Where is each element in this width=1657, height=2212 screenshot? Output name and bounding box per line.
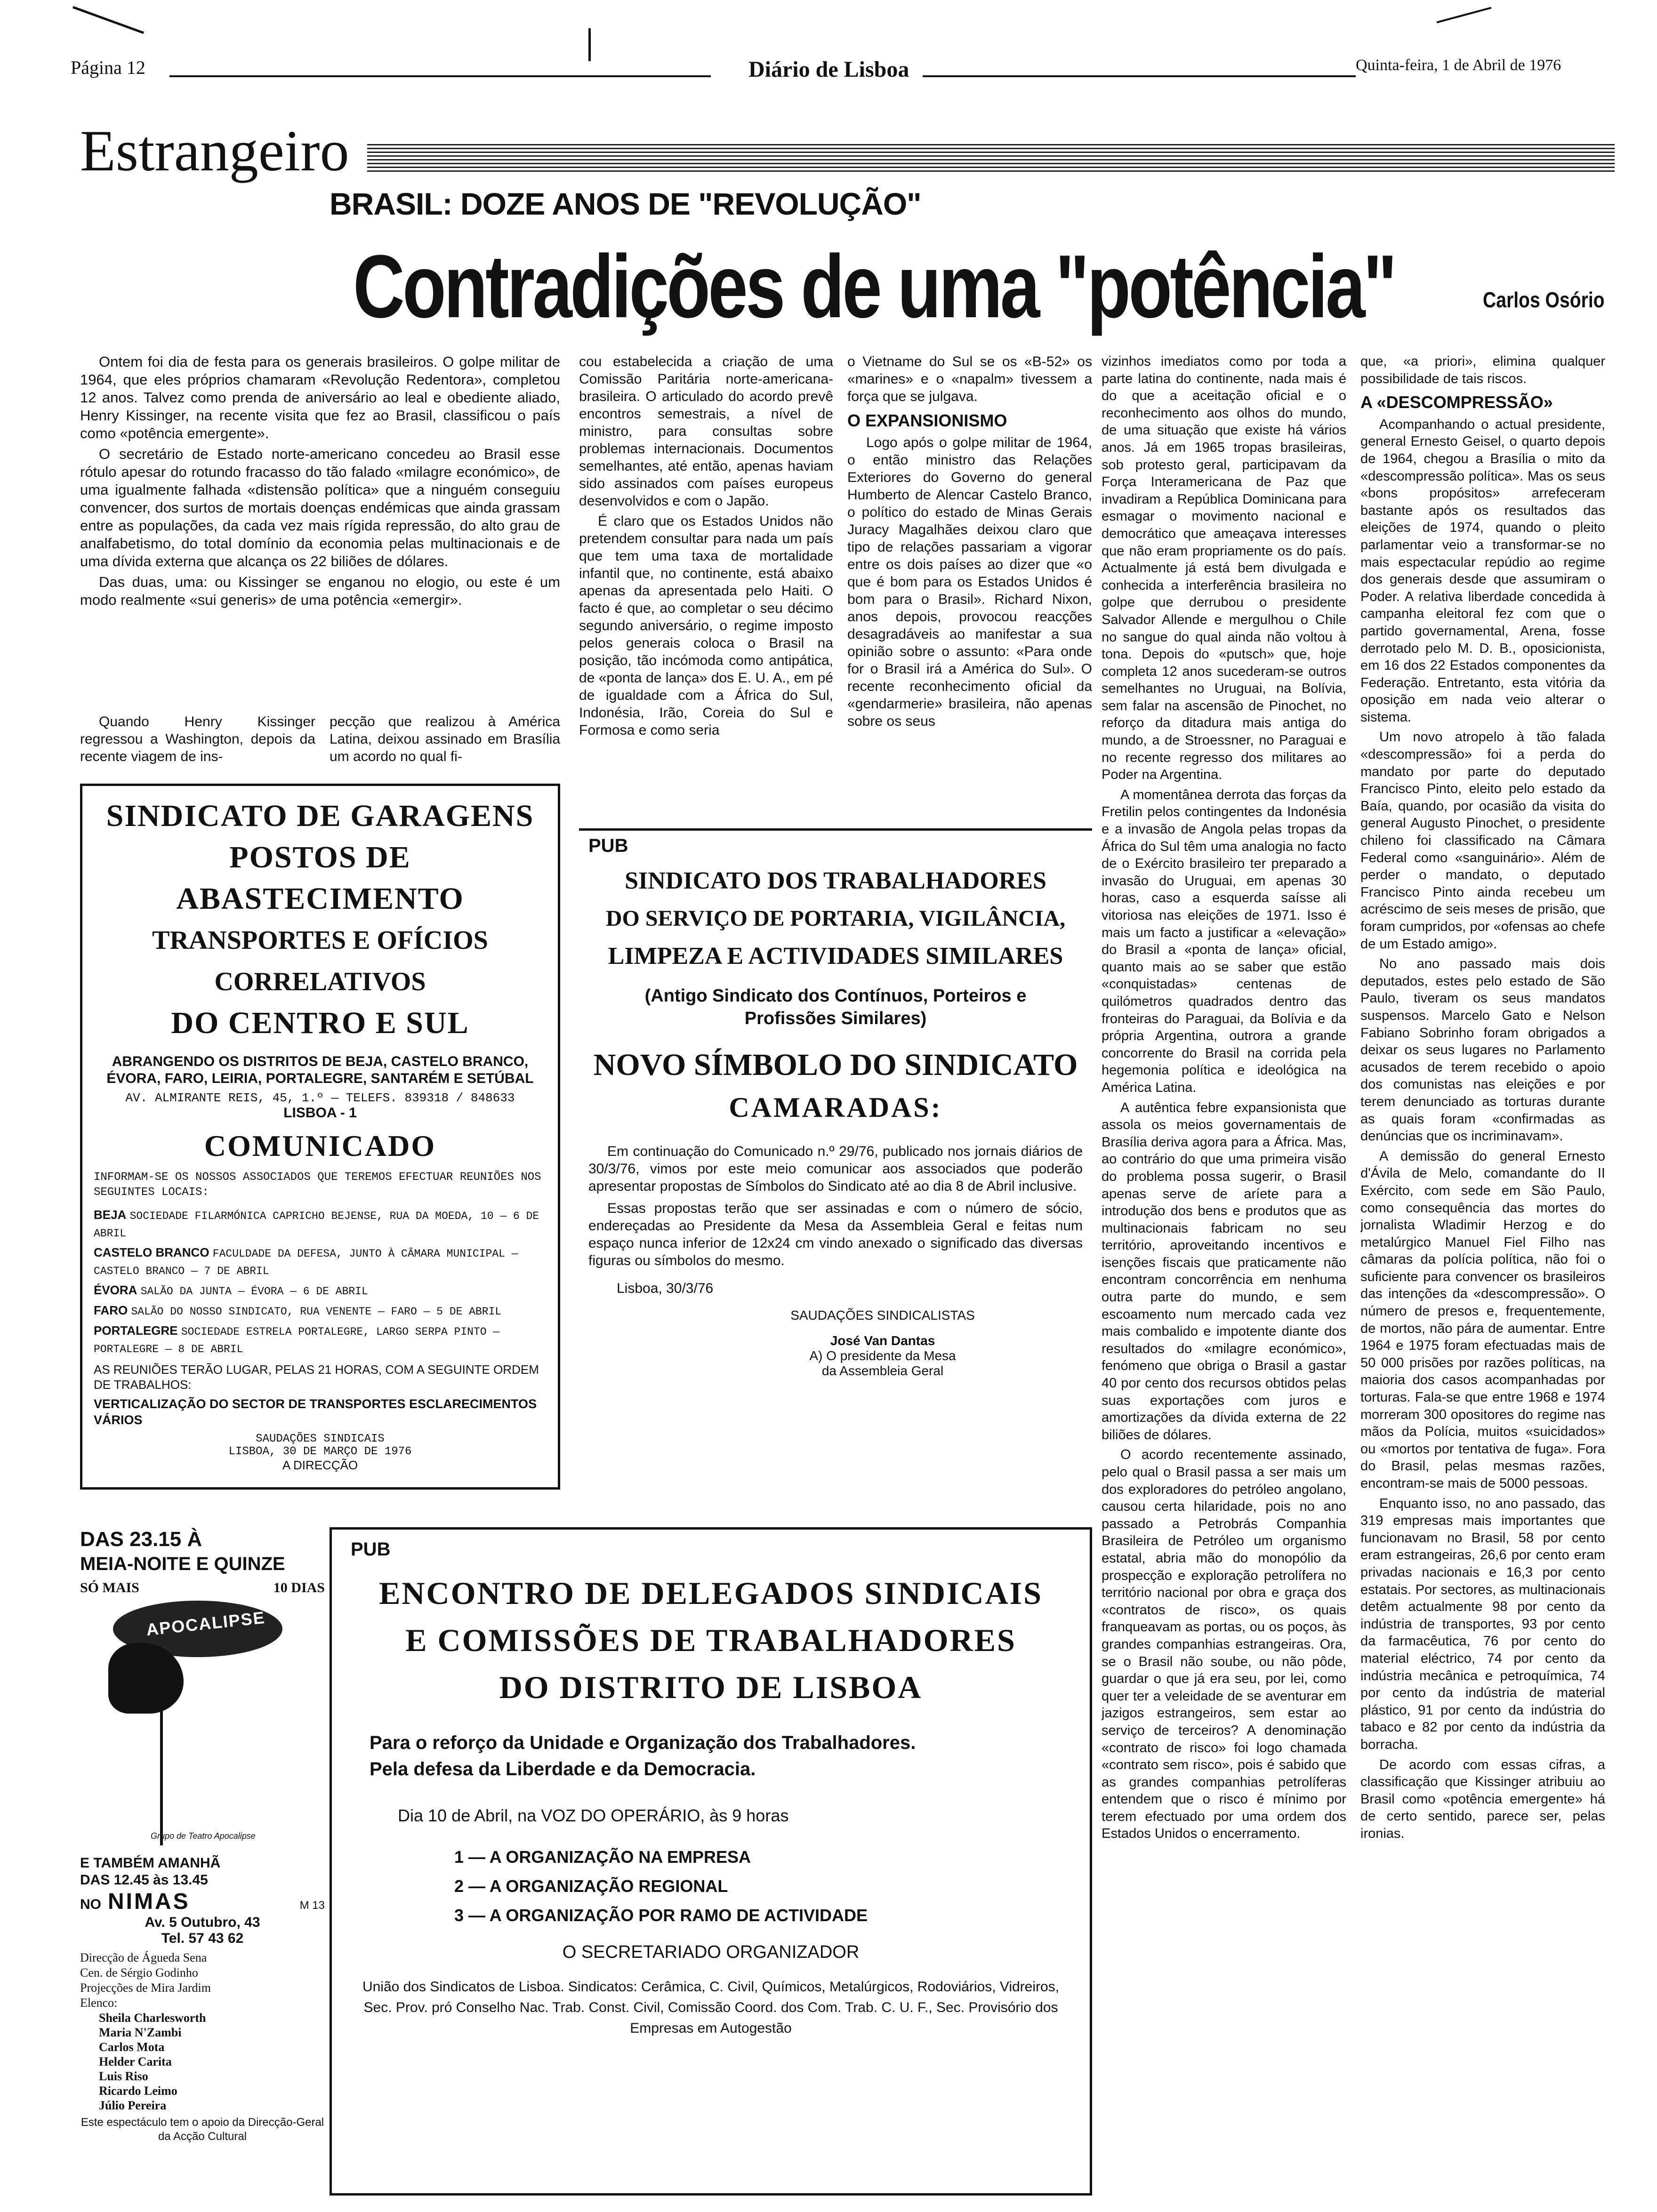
ad-note: AS REUNIÕES TERÃO LUGAR, PELAS 21 HORAS, COM A SEGUINTE ORDEM DE TRABALHOS: bbox=[94, 1362, 539, 1392]
ad-title: ENCONTRO DE DELEGADOS SINDICAIS bbox=[379, 1575, 1043, 1611]
cast-member: Ricardo Leimo bbox=[99, 2084, 177, 2098]
agenda-item: 2 — A ORGANIZAÇÃO REGIONAL bbox=[454, 1876, 728, 1896]
venue-phone: Tel. 57 43 62 bbox=[161, 1931, 244, 1946]
ad-date: Lisboa, 30/3/76 bbox=[617, 1281, 714, 1296]
ad-cinema-apocalipse bbox=[80, 1527, 325, 2196]
venue-place: FARO bbox=[94, 1303, 128, 1317]
article-headline: Contradições de uma "potência" bbox=[353, 237, 1395, 337]
ad-title: POSTOS DE ABASTECIMENTO bbox=[176, 840, 464, 916]
paragraph: No ano passado mais dois deputados, estes pelo estado de São Paulo, tiveram os seus mandatos suspensos. Marcelo Gato e Nelson Fabiano Sobrinho foram obrigados a deixar os seus lugares no Parlamento acusados de terem recebido o apoio dos comunistas nas eleições e por terem denunciado as torturas durante as quais foram «confirmadas as denúncias que os incriminavam». bbox=[1360, 956, 1605, 1144]
paragraph: De acordo com essas cifras, a classificação que Kissinger atribuiu ao Brasil como «potência emergente» há de certo sentido, parece ser, pelas ironias. bbox=[1360, 1757, 1605, 1841]
pub-label: PUB bbox=[351, 1539, 391, 1560]
ad-subtitle: (Antigo Sindicato dos Contínuos, Porteiros e Profissões Similares) bbox=[644, 986, 1027, 1028]
paragraph: Enquanto isso, no ano passado, das 319 empresas mais importantes que funcionavam no Brasil, 58 por cento eram estrangeiras, 26,6 por cento eram privadas nacionais e 16,3 por cento estatais. Por sectores, as multinacionais detêm actualmente 98 por cento da indústria de transportes, 93 por cento da farmacêutica, 76 por cento do material eléctrico, 74 por cento da indústria mecânica e petroquímica, 74 por cento da indústria de material plástico, 91 por cento da indústria do tabaco e 82 por cento da indústria da borracha. bbox=[1360, 1496, 1605, 1752]
only-label: SÓ MAIS bbox=[80, 1580, 139, 1595]
ad-title: DO CENTRO E SUL bbox=[171, 1006, 469, 1040]
ad-body: Em continuação do Comunicado n.º 29/76, publicado nos jornais diários de 30/3/76, vimos por este meio comunicar aos associados que poderão apresentar propostas de Símbolos do Sindicato até ao dia 8 de Abril inclusive. bbox=[588, 1144, 1083, 1194]
ad-subtitle: ABRANGENDO OS DISTRITOS DE BEJA, CASTELO BRANCO, ÉVORA, FARO, LEIRIA, PORTALEGRE, SANTARÉM E SETÚBAL bbox=[106, 1054, 534, 1086]
credit: Cen. de Sérgio Godinho bbox=[80, 1966, 198, 1980]
article-kicker: BRASIL: DOZE ANOS DE "REVOLUÇÃO" bbox=[330, 186, 921, 221]
ad-role: da Assembleia Geral bbox=[821, 1363, 944, 1378]
ad-agenda: VERTICALIZAÇÃO DO SECTOR DE TRANSPORTES ESCLARECIMENTOS VÁRIOS bbox=[94, 1397, 537, 1427]
paragraph: cou estabelecida a criação de uma Comissão Paritária norte-americana-brasileira. O articulado do acordo prevê encontros semestrais, a nível de ministro, para consultas sobre problemas internacionais. Documentos semelhantes, até então, apenas haviam sido assinados com países europeus desenvolvidos e com o Japão. bbox=[579, 354, 833, 509]
ad-body: Essas propostas terão que ser assinadas e com o número de sócio, endereçadas ao Presidente da Mesa da Assembleia Geral e feitas num espaço nunca inferior de 12x24 cm vindo anexado o significado das diversas figuras ou símbolos do mesmo. bbox=[588, 1201, 1083, 1268]
venue-text: SOCIEDADE FILARMÓNICA CAPRICHO BEJENSE, RUA DA MOEDA, 10 — 6 DE ABRIL bbox=[94, 1210, 539, 1240]
agenda-item: 3 — A ORGANIZAÇÃO POR RAMO DE ACTIVIDADE bbox=[454, 1906, 868, 1925]
article-byline: Carlos Osório bbox=[1483, 288, 1605, 312]
article-column-1 bbox=[80, 713, 315, 765]
organizer: O SECRETARIADO ORGANIZADOR bbox=[562, 1942, 860, 1962]
ad-venue bbox=[94, 1302, 547, 1320]
venue-row bbox=[80, 1889, 325, 1915]
cast-member: Júlio Pereira bbox=[99, 2099, 167, 2112]
cast-member: Luis Riso bbox=[99, 2069, 148, 2083]
ad-greeting: SAUDAÇÕES SINDICAIS bbox=[256, 1433, 385, 1445]
paragraph: que, «a priori», elimina qualquer possibilidade de tais riscos. bbox=[1360, 354, 1605, 386]
header-rule bbox=[169, 75, 711, 77]
credit: Projecções de Mira Jardim bbox=[80, 1981, 211, 1995]
lead-paragraph: Das duas, uma: ou Kissinger se enganou no elogio, ou este é um modo realmente «sui generis» de uma potência «emergir». bbox=[80, 574, 560, 608]
ad-sindicato-portaria bbox=[579, 828, 1092, 1511]
venue-text: SOCIEDADE ESTRELA PORTALEGRE, LARGO SERPA PINTO — PORTALEGRE — 8 DE ABRIL bbox=[94, 1326, 500, 1355]
paragraph: pecção que realizou à América Latina, deixou assinado em Brasília um acordo no qual fi- bbox=[330, 714, 560, 764]
paragraph: A demissão do general Ernesto d'Ávila de Melo, comandante do II Exército, com sede em São Paulo, como consequência das mortes do jornalista Wladimir Herzog e do metalúrgico Manuel Fiel Filho nas câmaras da polícia política, não foi o suficiente para convencer os brasileiros das intenções da «descompressão». O número de presos e, frequentemente, de mortos, não pára de aumentar. Entre 1964 e 1975 foram efectuadas mais de 50 000 prisões por razões políticas, na maioria dos casos acompanhadas por torturas. Fala-se que entre 1968 e 1974 morreram 300 opositores do regime nas mãos da Polícia, muitos «suicidados» ou «mortos por tentativa de fuga». Fora do Brasil, pelas mesmas razões, encontram-se mais de 5000 pessoas. bbox=[1360, 1148, 1605, 1491]
page-number: Página 12 bbox=[71, 57, 145, 78]
article-column-2 bbox=[330, 713, 560, 765]
logo-group: Grupo de Teatro Apocalipse bbox=[151, 1831, 256, 1841]
show-time: MEIA-NOITE E QUINZE bbox=[80, 1554, 285, 1574]
article-column-4 bbox=[847, 353, 1092, 807]
venue-place: ÉVORA bbox=[94, 1283, 137, 1297]
ad-greeting: SAUDAÇÕES SINDICALISTAS bbox=[790, 1308, 975, 1322]
ad-venue bbox=[94, 1282, 547, 1299]
subheading: O EXPANSIONISMO bbox=[847, 411, 1007, 430]
ad-title: TRANSPORTES E OFÍCIOS CORRELATIVOS bbox=[152, 926, 488, 996]
scan-mark bbox=[588, 28, 591, 61]
venue-name: NIMAS bbox=[108, 1889, 190, 1914]
ad-title: DO DISTRITO DE LISBOA bbox=[499, 1669, 923, 1705]
ad-encontro-delegados bbox=[330, 1527, 1092, 2196]
ad-signer: José Van Dantas bbox=[830, 1333, 935, 1348]
ad-salutation: CAMARADAS: bbox=[729, 1092, 942, 1123]
venue-place: CASTELO BRANCO bbox=[94, 1245, 209, 1259]
scan-mark bbox=[1437, 7, 1492, 24]
cast-member: Sheila Charlesworth bbox=[99, 2011, 206, 2025]
support-note: Este espectáculo tem o apoio da Direcção-Geral da Acção Cultural bbox=[80, 2116, 324, 2143]
venue-place: BEJA bbox=[94, 1208, 127, 1222]
venue-text: FACULDADE DA DEFESA, JUNTO À CÂMARA MUNICIPAL — CASTELO BRANCO — 7 DE ABRIL bbox=[94, 1248, 518, 1277]
subheading: A «DESCOMPRESSÃO» bbox=[1360, 393, 1553, 412]
days-row bbox=[80, 1580, 325, 1596]
ad-sindicato-garagens bbox=[80, 784, 560, 1490]
article-column-6 bbox=[1360, 353, 1605, 2198]
ad-signature: A DIRECÇÃO bbox=[282, 1458, 358, 1472]
ad-venue bbox=[94, 1322, 547, 1357]
paragraph: Quando Henry Kissinger regressou a Washington, depois da recente viagem de ins- bbox=[80, 714, 315, 764]
paragraph: A momentânea derrota das forças da Fretilin pelos contingentes da Indonésia e a invasão de Angola pelas tropas da África do Sul têm uma analogia no facto de o Exército brasileiro ter preparado a invasão do Uruguai, em apenas 30 horas, caso a esquerda saísse ali vitoriosa nas eleições de 1971. Isso é mais um facto a justificar a «elevação» do Brasil a «ponta de lança» oficial, quanto mais ao se saber que estão «conquistadas» centenas de quilómetros quadrados dentro das fronteiras do Paraguai, da Bolívia e da própria Argentina, outrora a grande concorrente do Brasil na corrida pela hegemonia política e ideológica na América Latina. bbox=[1102, 787, 1346, 1095]
ad-heading: COMUNICADO bbox=[204, 1129, 436, 1162]
header-rule bbox=[923, 75, 1356, 77]
paragraph: A autêntica febre expansionista que assola os meios governamentais de Brasília deriva agora para a África. Mas, ao contrário do que uma primeira visão do problema possa sugerir, o Brasil apenas serve de aríete para a introdução dos bens e produtos que as multinacionais fabricam no seu território, aproveitando incentivos e isenções fiscais que praticamente não encontram concorrência em nenhuma outra parte do mundo, e sem escoamento num mercado cada vez mais combalido e impotente diante dos resultados do «milagre económico», fenómeno que obriga o Brasil a gastar 40 por cento dos recursos obtidos pelas suas exportações com juros e amortizações da dívida externa de 22 biliões de dólares. bbox=[1102, 1100, 1346, 1443]
venue-text: SALÃO DA JUNTA — ÉVORA — 6 DE ABRIL bbox=[140, 1285, 368, 1298]
paragraph: É claro que os Estados Unidos não pretendem consultar para nada um país que tem uma taxa de mortalidade infantil que, no continente, está abaixo apenas da apresentada pelo Haiti. O facto é que, ao completar o seu décimo segundo aniversário, o regime imposto pelos generais coloca o Brasil na posição, tão incómoda como antipática, de «ponta de lança» dos E. U. A., em pé de igualdade com a África do Sul, Indonésia, Irão, Coreia do Sul e Formosa e como seria bbox=[579, 513, 833, 738]
ad-venue bbox=[94, 1207, 547, 1242]
venue-prefix: NO bbox=[80, 1897, 101, 1912]
section-title: Estrangeiro bbox=[80, 119, 349, 183]
logo-drip bbox=[160, 1695, 163, 1845]
section-rule bbox=[367, 144, 1615, 172]
ad-title: E COMISSÕES DE TRABALHADORES bbox=[405, 1622, 1016, 1658]
days-label: 10 DIAS bbox=[273, 1580, 325, 1595]
article-column-3 bbox=[579, 353, 833, 807]
show-time: DAS 23.15 À bbox=[80, 1528, 202, 1551]
ad-role: A) O presidente da Mesa bbox=[809, 1348, 956, 1363]
ad-signoff: LISBOA, 30 DE MARÇO DE 1976 bbox=[228, 1445, 412, 1458]
ad-intro: INFORMAM-SE OS NOSSOS ASSOCIADOS QUE TEREMOS EFECTUAR REUNIÕES NOS SEGUINTES LOCAIS: bbox=[94, 1171, 541, 1199]
paragraph: Logo após o golpe militar de 1964, o então ministro das Relações Exteriores do Governo do general Humberto de Alencar Castelo Branco, o político do estado de Minas Gerais Juracy Magalhães deixou claro que tipo de relações passariam a vigorar entre os dois países ao dizer que «o que é bom para os Estados Unidos é bom para o Brasil». Richard Nixon, anos depois, provocou reacções desagradáveis ao manifestar a sua opinião sobre o assunto: «Para onde for o Brasil irá a América do Sul». O recente reconhecimento oficial da «gendarmerie» brasileira, não apenas sobre os seus bbox=[847, 435, 1092, 729]
cast-member: Helder Carita bbox=[99, 2055, 172, 2068]
ad-title: LIMPEZA E ACTIVIDADES SIMILARES bbox=[608, 943, 1063, 970]
paragraph: O acordo recentemente assinado, pelo qual o Brasil passa a ser mais um dos exploradores do petróleo angolano, causou certa hilaridade, pois no ano passado a Petrobrás Companhia Brasileira de Petróleo um organismo estatal, abria mão do monopólio da prospecção e exploração petrolífera no território nacional por obra e graça dos «contratos de risco», os quais franqueavam as portas, ou os poços, às grandes companhias estrangeiras. Ora, se o Brasil não soube, ou não pôde, guardar o que já era seu, por lei, como quer ter a veleidade de se aventurar em jazigos estrangeiros, sem estar ao serviço de terceiros? A denominação «contrato de risco» foi logo chamada «contrato sem risco», pois é sabido que as grandes companhias petrolíferas entendem que o risco é mínimo por terem efectuado por uma ordem dos Estados Unidos o encerramento. bbox=[1102, 1447, 1346, 1842]
venue-address: Av. 5 Outubro, 43 bbox=[145, 1915, 260, 1930]
tomorrow: E TAMBÉM AMANHÃ bbox=[80, 1855, 221, 1871]
lead-paragraph: Ontem foi dia de festa para os generais brasileiros. O golpe militar de 1964, que eles próprios chamaram «Revolução Redentora», completou 12 anos. Talvez como prenda de aniversário ao leal e obediente aliado, Henry Kissinger, na recente visita que fez ao Brasil, classificou o país como «potência emergente». bbox=[80, 353, 560, 441]
venue-place: PORTALEGRE bbox=[94, 1323, 178, 1338]
paragraph: o Vietname do Sul se os «B-52» os «marines» e o «napalm» tivessem a força que se julgava. bbox=[847, 354, 1092, 404]
article-lead bbox=[80, 353, 560, 720]
ad-title: DO SERVIÇO DE PORTARIA, VIGILÂNCIA, bbox=[605, 906, 1066, 931]
credit: Direcção de Águeda Sena bbox=[80, 1951, 207, 1964]
scan-mark bbox=[72, 6, 144, 34]
logo-text: APOCALIPSE bbox=[145, 1607, 266, 1640]
ad-city: LISBOA - 1 bbox=[283, 1105, 357, 1121]
purpose: Para o reforço da Unidade e Organização dos Trabalhadores. bbox=[370, 1732, 916, 1753]
ad-title: SINDICATO DE GARAGENS bbox=[106, 799, 534, 833]
issue-date: Quinta-feira, 1 de Abril de 1976 bbox=[1356, 56, 1561, 74]
apocalipse-logo bbox=[108, 1601, 287, 1855]
ad-title: SINDICATO DOS TRABALHADORES bbox=[625, 867, 1046, 894]
cast-member: Maria N'Zambi bbox=[99, 2026, 182, 2039]
paragraph: vizinhos imediatos como por toda a parte latina do continente, nada mais é do que a aceitação oficial e o reconhecimento aos olhos do mundo, de uma situação que existe há vários anos. Já em 1965 tropas brasileiras, sob protesto geral, participavam da Força Interamericana de Paz que invadiram a República Dominicana para esmagar o movimento nacional e democrático que ameaçava interesses que não eram propriamente os do país. Actualmente já está bem divulgada e conhecida a interferência brasileira no golpe que derrubou o presidente Salvador Allende e mergulhou o Chile no sangue do qual ainda não voltou à tona. Depois do «putsch» que, hoje completa 12 anos sucederam-se outros semelhantes no Uruguai, na Bolívia, sem falar na ascensão de Pinochet, no reforço da ditadura mais antiga do mundo, a de Stroessner, no Paraguai e no recente regresso dos militares ao Poder na Argentina. bbox=[1102, 354, 1346, 783]
footer-signatories: União dos Sindicatos de Lisboa. Sindicatos: Cerâmica, C. Civil, Químicos, Metalúrgicos, Rodoviários, Vidreiros, Sec. Prov. pró Conselho Nac. Trab. Const. Civil, Comissão Coord. dos Com. Trab. C. U. F., Sec. Provisório dos Empresas em Autogestão bbox=[362, 1979, 1060, 2036]
cast-label: Elenco: bbox=[80, 1996, 118, 2010]
paragraph: Acompanhando o actual presidente, general Ernesto Geisel, o quarto depois de 1964, chegou a Brasília o mito da «descompressão política». Mas os seus «bons propósitos» arrefeceram bastante após os resultados das eleições de 1974, quando o pleito parlamentar veio a transformar-se no mais espectacular repúdio ao regime dos generais desde que assumiram o Poder. A relativa liberdade concedida à campanha eleitoral fez com que o partido governamental, Arena, fosse derrotado pelo M. D. B., oposicionista, em 16 dos 22 Estados componentes da Federação. Entretanto, esta vitória da oposição em nada veio alterar o sistema. bbox=[1360, 417, 1605, 725]
venue-text: SALÃO DO NOSSO SINDICATO, RUA VENENTE — FARO — 5 DE ABRIL bbox=[131, 1306, 502, 1318]
agenda-item: 1 — A ORGANIZAÇÃO NA EMPRESA bbox=[454, 1847, 751, 1867]
tomorrow: DAS 12.45 às 13.45 bbox=[80, 1872, 208, 1888]
ad-heading: NOVO SÍMBOLO DO SINDICATO bbox=[593, 1048, 1078, 1082]
article-column-5 bbox=[1102, 353, 1346, 2198]
pub-label: PUB bbox=[588, 835, 628, 856]
cast-member: Carlos Mota bbox=[99, 2040, 165, 2054]
ad-address: AV. ALMIRANTE REIS, 45, 1.º — TELEFS. 839318 / 848633 bbox=[125, 1091, 515, 1105]
rating: M 13 bbox=[299, 1899, 325, 1912]
purpose: Pela defesa da Liberdade e da Democracia. bbox=[370, 1759, 756, 1779]
ad-venue bbox=[94, 1244, 547, 1279]
masthead: Diário de Lisboa bbox=[748, 57, 909, 82]
paragraph: Um novo atropelo à tão falada «descompressão» foi a perda do mandato por parte do deputado Francisco Pinto, eleito pelo estado da Baía, quando, por ocasião da visita do general Augusto Pinochet, o presidente chileno foi classificado na Câmara Federal como «sanguinário». Além de perder o mandato, o deputado Francisco Pinto ainda recebeu um acréscimo de seis meses de prisão, que foram cumpridos, por «ofensas ao chefe de um Estado amigo». bbox=[1360, 729, 1605, 952]
lead-paragraph: O secretário de Estado norte-americano concedeu ao Brasil esse rótulo apesar do rotundo fracasso do tão falado «milagre económico», de uma igualmente falhada «distensão política» que a ninguém conseguiu convencer, dos surtos de mortais doenças endémicas que ainda grassam entre as populações, da cada vez mais rígida repressão, do alto grau de analfabetismo, do total domínio da economia pelas multinacionais e de uma dívida externa que alcança os 22 biliões de dólares. bbox=[80, 446, 560, 569]
event-when: Dia 10 de Abril, na VOZ DO OPERÁRIO, às 9 horas bbox=[398, 1806, 789, 1825]
